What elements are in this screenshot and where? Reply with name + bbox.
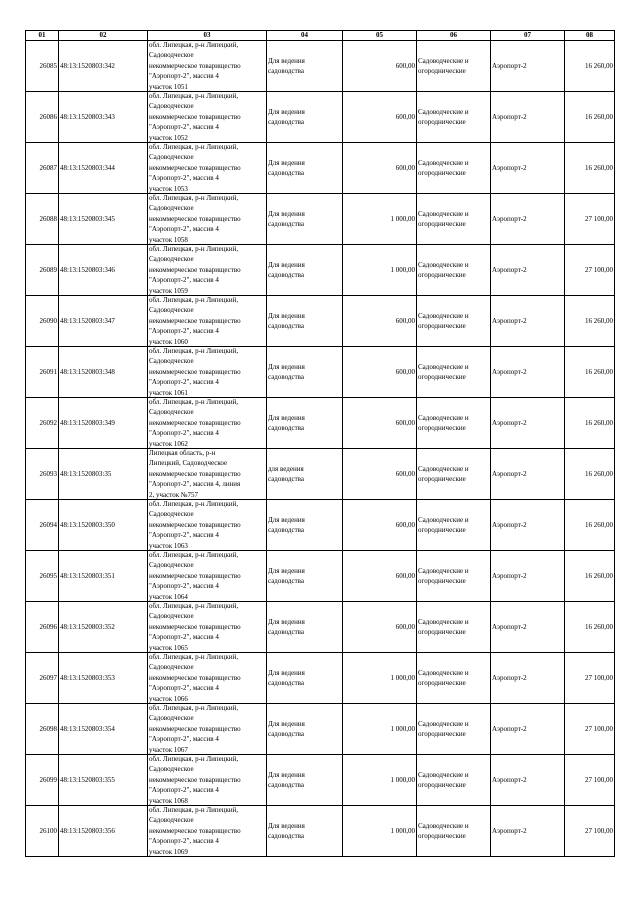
address-line: 2, участок №757 bbox=[149, 490, 199, 499]
area-cell: 600,00 bbox=[343, 41, 417, 92]
cadastral-number-cell: 48:13:1520803:354 bbox=[59, 704, 148, 755]
column-header-07: 07 bbox=[491, 31, 565, 41]
cadastral-cost-cell: 27 100,00 bbox=[565, 194, 615, 245]
address-line: Садоводческое bbox=[149, 510, 194, 519]
address-line: некоммерческое товарищество bbox=[149, 112, 241, 121]
address-line: некоммерческое товарищество bbox=[149, 571, 241, 580]
table-row bbox=[26, 551, 615, 602]
address-line: участок 1065 bbox=[149, 643, 188, 652]
address-cell bbox=[148, 92, 267, 143]
address-line: Садоводческое bbox=[149, 306, 194, 315]
cadastral-number-cell: 48:13:1520803:356 bbox=[59, 806, 148, 857]
address-line: некоммерческое товарищество bbox=[149, 724, 241, 733]
address-line: Садоводческое bbox=[149, 204, 194, 213]
address-line: участок 1067 bbox=[149, 745, 188, 754]
address-line: обл. Липецкая, р-н Липецкий, bbox=[149, 296, 239, 304]
cadastral-number-cell: 48:13:1520803:349 bbox=[59, 398, 148, 449]
cadastral-cost-cell: 27 100,00 bbox=[565, 653, 615, 704]
area-cell: 600,00 bbox=[343, 602, 417, 653]
record-number-cell: 26088 bbox=[26, 194, 59, 245]
land-category-cell: Садоводческие и огороднические bbox=[417, 347, 491, 398]
record-number-cell: 26099 bbox=[26, 755, 59, 806]
column-header-02: 02 bbox=[59, 31, 148, 41]
address-line: некоммерческое товарищество bbox=[149, 214, 241, 223]
table-row bbox=[26, 449, 615, 500]
table-body bbox=[26, 41, 615, 857]
address-line: обл. Липецкая, р-н Липецкий, bbox=[149, 704, 239, 712]
permitted-use-cell: Для ведения садоводства bbox=[267, 551, 343, 602]
address-line: "Аэропорт-2", массив 4 bbox=[149, 174, 219, 183]
area-cell: 1 000,00 bbox=[343, 704, 417, 755]
permitted-use-cell: Для ведения садоводства bbox=[267, 704, 343, 755]
area-cell: 600,00 bbox=[343, 500, 417, 551]
column-header-06: 06 bbox=[417, 31, 491, 41]
area-cell: 600,00 bbox=[343, 551, 417, 602]
address-line: участок 1062 bbox=[149, 439, 188, 448]
address-line: Липецкий, Садоводческое bbox=[149, 459, 228, 468]
cadastral-number-cell: 48:13:1520803:347 bbox=[59, 296, 148, 347]
table-row bbox=[26, 398, 615, 449]
address-line: "Аэропорт-2", массив 4 bbox=[149, 72, 219, 81]
record-number-cell: 26095 bbox=[26, 551, 59, 602]
area-cell: 1 000,00 bbox=[343, 806, 417, 857]
cadastral-number-cell: 48:13:1520803:350 bbox=[59, 500, 148, 551]
cadastral-number-cell: 48:13:1520803:353 bbox=[59, 653, 148, 704]
permitted-use-cell: Для ведения садоводства bbox=[267, 602, 343, 653]
permitted-use-cell: Для ведения садоводства bbox=[267, 92, 343, 143]
table-row bbox=[26, 806, 615, 857]
address-line: некоммерческое товарищество bbox=[149, 673, 241, 682]
address-cell bbox=[148, 755, 267, 806]
address-line: "Аэропорт-2", массив 4 bbox=[149, 276, 219, 285]
address-line: обл. Липецкая, р-н Липецкий, bbox=[149, 551, 239, 559]
permitted-use-cell: Для ведения садоводства bbox=[267, 500, 343, 551]
permitted-use-cell: Для ведения садоводства bbox=[267, 347, 343, 398]
address-line: некоммерческое товарищество bbox=[149, 469, 241, 478]
address-cell bbox=[148, 41, 267, 92]
cadastral-number-cell: 48:13:1520803:348 bbox=[59, 347, 148, 398]
area-cell: 1 000,00 bbox=[343, 245, 417, 296]
settlement-name-cell: Аэропорт-2 bbox=[491, 41, 565, 92]
address-line: "Аэропорт-2", массив 4 bbox=[149, 786, 219, 795]
area-cell: 600,00 bbox=[343, 92, 417, 143]
settlement-name-cell: Аэропорт-2 bbox=[491, 704, 565, 755]
cadastral-number-cell: 48:13:1520803:342 bbox=[59, 41, 148, 92]
address-line: обл. Липецкая, р-н Липецкий, bbox=[149, 755, 239, 763]
address-line: обл. Липецкая, р-н Липецкий, bbox=[149, 500, 239, 508]
address-line: Садоводческое bbox=[149, 357, 194, 366]
address-line: Липецкая область, р-н bbox=[149, 449, 216, 457]
address-line: "Аэропорт-2", массив 4 bbox=[149, 735, 219, 744]
area-cell: 600,00 bbox=[343, 449, 417, 500]
cadastral-cost-cell: 16 260,00 bbox=[565, 398, 615, 449]
land-category-cell: Садоводческие и огороднические bbox=[417, 704, 491, 755]
permitted-use-cell: Для ведения садоводства bbox=[267, 755, 343, 806]
settlement-name-cell: Аэропорт-2 bbox=[491, 653, 565, 704]
address-line: некоммерческое товарищество bbox=[149, 775, 241, 784]
land-category-cell: Садоводческие и огороднические bbox=[417, 194, 491, 245]
table-row bbox=[26, 245, 615, 296]
land-category-cell: Садоводческие и огороднические bbox=[417, 245, 491, 296]
address-line: Садоводческое bbox=[149, 561, 194, 570]
address-line: некоммерческое товарищество bbox=[149, 163, 241, 172]
cadastral-cost-cell: 27 100,00 bbox=[565, 755, 615, 806]
address-line: "Аэропорт-2", массив 4 bbox=[149, 327, 219, 336]
cadastral-cost-cell: 27 100,00 bbox=[565, 704, 615, 755]
column-header-05: 05 bbox=[343, 31, 417, 41]
address-cell bbox=[148, 296, 267, 347]
address-line: "Аэропорт-2", массив 4 bbox=[149, 633, 219, 642]
address-line: "Аэропорт-2", массив 4 bbox=[149, 837, 219, 846]
table-row bbox=[26, 704, 615, 755]
cadastral-number-cell: 48:13:1520803:344 bbox=[59, 143, 148, 194]
record-number-cell: 26087 bbox=[26, 143, 59, 194]
table-row bbox=[26, 41, 615, 92]
permitted-use-cell: Для ведения садоводства bbox=[267, 143, 343, 194]
record-number-cell: 26100 bbox=[26, 806, 59, 857]
table-row bbox=[26, 143, 615, 194]
permitted-use-cell: Для ведения садоводства bbox=[267, 194, 343, 245]
area-cell: 600,00 bbox=[343, 347, 417, 398]
settlement-name-cell: Аэропорт-2 bbox=[491, 806, 565, 857]
settlement-name-cell: Аэропорт-2 bbox=[491, 143, 565, 194]
address-line: Садоводческое bbox=[149, 612, 194, 621]
area-cell: 1 000,00 bbox=[343, 755, 417, 806]
address-line: участок 1051 bbox=[149, 82, 188, 91]
address-line: обл. Липецкая, р-н Липецкий, bbox=[149, 143, 239, 151]
permitted-use-cell: Для ведения садоводства bbox=[267, 296, 343, 347]
cadastral-number-cell: 48:13:1520803:351 bbox=[59, 551, 148, 602]
address-line: некоммерческое товарищество bbox=[149, 418, 241, 427]
table-row bbox=[26, 755, 615, 806]
address-line: "Аэропорт-2", массив 4 bbox=[149, 378, 219, 387]
land-category-cell: Садоводческие и огороднические bbox=[417, 92, 491, 143]
record-number-cell: 26094 bbox=[26, 500, 59, 551]
cadastral-cost-cell: 16 260,00 bbox=[565, 143, 615, 194]
address-line: обл. Липецкая, р-н Липецкий, bbox=[149, 41, 239, 49]
cadastral-cost-cell: 16 260,00 bbox=[565, 602, 615, 653]
address-line: некоммерческое товарищество bbox=[149, 622, 241, 631]
address-line: участок 1061 bbox=[149, 388, 188, 397]
area-cell: 600,00 bbox=[343, 296, 417, 347]
settlement-name-cell: Аэропорт-2 bbox=[491, 92, 565, 143]
area-cell: 600,00 bbox=[343, 398, 417, 449]
cadastral-cost-cell: 27 100,00 bbox=[565, 245, 615, 296]
table-row bbox=[26, 347, 615, 398]
table-row bbox=[26, 653, 615, 704]
cadastral-cost-cell: 16 260,00 bbox=[565, 296, 615, 347]
cadastral-cost-cell: 16 260,00 bbox=[565, 41, 615, 92]
address-line: некоммерческое товарищество bbox=[149, 316, 241, 325]
record-number-cell: 26092 bbox=[26, 398, 59, 449]
address-cell bbox=[148, 500, 267, 551]
address-cell bbox=[148, 704, 267, 755]
area-cell: 600,00 bbox=[343, 143, 417, 194]
address-line: обл. Липецкая, р-н Липецкий, bbox=[149, 398, 239, 406]
address-line: участок 1060 bbox=[149, 337, 188, 346]
cadastral-cost-cell: 16 260,00 bbox=[565, 449, 615, 500]
address-line: обл. Липецкая, р-н Липецкий, bbox=[149, 653, 239, 661]
address-line: Садоводческое bbox=[149, 816, 194, 825]
address-line: участок 1068 bbox=[149, 796, 188, 805]
settlement-name-cell: Аэропорт-2 bbox=[491, 551, 565, 602]
land-category-cell: Садоводческие и огороднические bbox=[417, 449, 491, 500]
table-row bbox=[26, 92, 615, 143]
address-line: участок 1053 bbox=[149, 184, 188, 193]
permitted-use-cell: Для ведения садоводства bbox=[267, 245, 343, 296]
settlement-name-cell: Аэропорт-2 bbox=[491, 449, 565, 500]
table-row bbox=[26, 500, 615, 551]
column-header-04: 04 bbox=[267, 31, 343, 41]
address-cell bbox=[148, 245, 267, 296]
column-header-03: 03 bbox=[148, 31, 267, 41]
table-row bbox=[26, 602, 615, 653]
cadastral-number-cell: 48:13:1520803:346 bbox=[59, 245, 148, 296]
address-line: "Аэропорт-2", массив 4 bbox=[149, 429, 219, 438]
address-line: "Аэропорт-2", массив 4 bbox=[149, 225, 219, 234]
record-number-cell: 26085 bbox=[26, 41, 59, 92]
permitted-use-cell: Для ведения садоводства bbox=[267, 41, 343, 92]
address-cell bbox=[148, 143, 267, 194]
land-category-cell: Садоводческие и огороднические bbox=[417, 653, 491, 704]
land-category-cell: Садоводческие и огороднические bbox=[417, 755, 491, 806]
record-number-cell: 26090 bbox=[26, 296, 59, 347]
address-line: участок 1063 bbox=[149, 541, 188, 550]
address-line: "Аэропорт-2", массив 4 bbox=[149, 123, 219, 132]
address-line: "Аэропорт-2", массив 4, линия bbox=[149, 480, 241, 489]
table-row bbox=[26, 194, 615, 245]
address-line: Садоводческое bbox=[149, 408, 194, 417]
address-line: некоммерческое товарищество bbox=[149, 61, 241, 70]
cadastral-cost-cell: 16 260,00 bbox=[565, 500, 615, 551]
column-header-01: 01 bbox=[26, 31, 59, 41]
address-line: некоммерческое товарищество bbox=[149, 367, 241, 376]
address-cell bbox=[148, 602, 267, 653]
address-line: участок 1064 bbox=[149, 592, 188, 601]
land-category-cell: Садоводческие и огороднические bbox=[417, 602, 491, 653]
record-number-cell: 26093 bbox=[26, 449, 59, 500]
cadastral-table bbox=[25, 30, 615, 857]
address-line: обл. Липецкая, р-н Липецкий, bbox=[149, 602, 239, 610]
land-category-cell: Садоводческие и огороднические bbox=[417, 296, 491, 347]
record-number-cell: 26097 bbox=[26, 653, 59, 704]
land-category-cell: Садоводческие и огороднические bbox=[417, 41, 491, 92]
address-line: Садоводческое bbox=[149, 102, 194, 111]
settlement-name-cell: Аэропорт-2 bbox=[491, 245, 565, 296]
cadastral-number-cell: 48:13:1520803:345 bbox=[59, 194, 148, 245]
cadastral-number-cell: 48:13:1520803:355 bbox=[59, 755, 148, 806]
column-header-08: 08 bbox=[565, 31, 615, 41]
address-line: обл. Липецкая, р-н Липецкий, bbox=[149, 245, 239, 253]
address-line: некоммерческое товарищество bbox=[149, 826, 241, 835]
cadastral-number-cell: 48:13:1520803:352 bbox=[59, 602, 148, 653]
address-line: участок 1069 bbox=[149, 847, 188, 856]
land-category-cell: Садоводческие и огороднические bbox=[417, 806, 491, 857]
address-line: обл. Липецкая, р-н Липецкий, bbox=[149, 806, 239, 814]
cadastral-cost-cell: 16 260,00 bbox=[565, 92, 615, 143]
address-cell bbox=[148, 449, 267, 500]
settlement-name-cell: Аэропорт-2 bbox=[491, 755, 565, 806]
settlement-name-cell: Аэропорт-2 bbox=[491, 602, 565, 653]
settlement-name-cell: Аэропорт-2 bbox=[491, 347, 565, 398]
area-cell: 1 000,00 bbox=[343, 653, 417, 704]
table-header-row bbox=[26, 31, 615, 41]
address-line: Садоводческое bbox=[149, 153, 194, 162]
address-line: Садоводческое bbox=[149, 714, 194, 723]
address-line: "Аэропорт-2", массив 4 bbox=[149, 684, 219, 693]
address-line: участок 1052 bbox=[149, 133, 188, 142]
cadastral-cost-cell: 16 260,00 bbox=[565, 347, 615, 398]
permitted-use-cell: Для ведения садоводства bbox=[267, 398, 343, 449]
settlement-name-cell: Аэропорт-2 bbox=[491, 500, 565, 551]
address-line: обл. Липецкая, р-н Липецкий, bbox=[149, 347, 239, 355]
address-cell bbox=[148, 347, 267, 398]
address-line: "Аэропорт-2", массив 4 bbox=[149, 531, 219, 540]
address-cell bbox=[148, 551, 267, 602]
address-line: участок 1066 bbox=[149, 694, 188, 703]
address-line: обл. Липецкая, р-н Липецкий, bbox=[149, 194, 239, 202]
record-number-cell: 26091 bbox=[26, 347, 59, 398]
cadastral-cost-cell: 27 100,00 bbox=[565, 806, 615, 857]
cadastral-number-cell: 48:13:1520803:343 bbox=[59, 92, 148, 143]
address-cell bbox=[148, 806, 267, 857]
record-number-cell: 26086 bbox=[26, 92, 59, 143]
land-category-cell: Садоводческие и огороднические bbox=[417, 551, 491, 602]
address-line: обл. Липецкая, р-н Липецкий, bbox=[149, 92, 239, 100]
table-row bbox=[26, 296, 615, 347]
land-category-cell: Садоводческие и огороднические bbox=[417, 398, 491, 449]
address-line: некоммерческое товарищество bbox=[149, 265, 241, 274]
address-cell bbox=[148, 398, 267, 449]
area-cell: 1 000,00 bbox=[343, 194, 417, 245]
settlement-name-cell: Аэропорт-2 bbox=[491, 194, 565, 245]
address-line: "Аэропорт-2", массив 4 bbox=[149, 582, 219, 591]
address-line: Садоводческое bbox=[149, 255, 194, 264]
record-number-cell: 26098 bbox=[26, 704, 59, 755]
land-category-cell: Садоводческие и огороднические bbox=[417, 143, 491, 194]
address-line: участок 1059 bbox=[149, 286, 188, 295]
record-number-cell: 26089 bbox=[26, 245, 59, 296]
land-category-cell: Садоводческие и огороднические bbox=[417, 500, 491, 551]
address-line: участок 1058 bbox=[149, 235, 188, 244]
permitted-use-cell: Для ведения садоводства bbox=[267, 653, 343, 704]
record-number-cell: 26096 bbox=[26, 602, 59, 653]
permitted-use-cell: для ведения садоводства bbox=[267, 449, 343, 500]
address-line: Садоводческое bbox=[149, 765, 194, 774]
address-line: Садоводческое bbox=[149, 663, 194, 672]
address-line: Садоводческое bbox=[149, 51, 194, 60]
cadastral-cost-cell: 16 260,00 bbox=[565, 551, 615, 602]
settlement-name-cell: Аэропорт-2 bbox=[491, 398, 565, 449]
address-cell bbox=[148, 653, 267, 704]
address-cell bbox=[148, 194, 267, 245]
permitted-use-cell: Для ведения садоводства bbox=[267, 806, 343, 857]
address-line: некоммерческое товарищество bbox=[149, 520, 241, 529]
settlement-name-cell: Аэропорт-2 bbox=[491, 296, 565, 347]
cadastral-number-cell: 48:13:1520803:35 bbox=[59, 449, 148, 500]
